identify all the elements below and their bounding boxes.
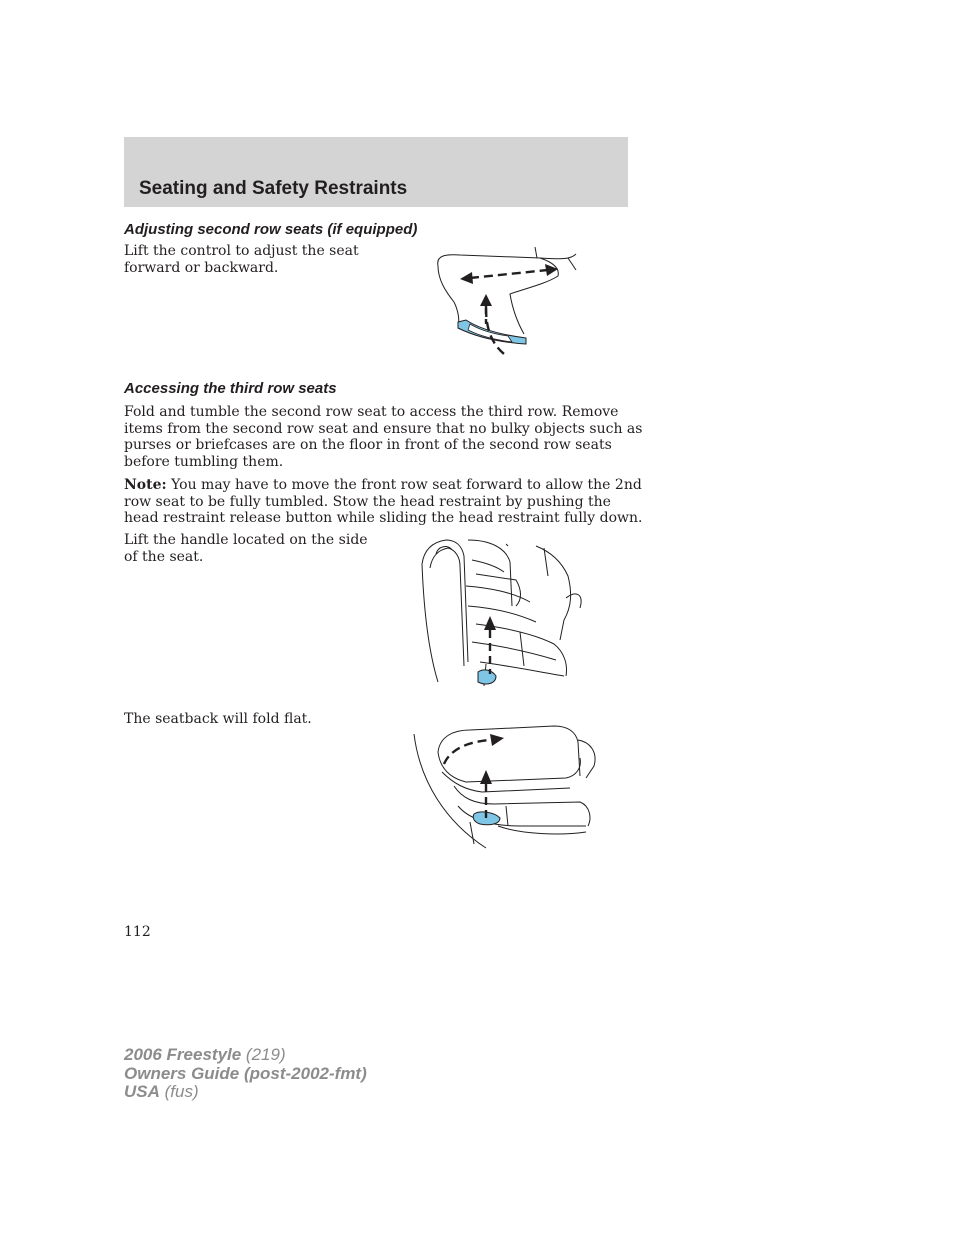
seatback-fold-drawing	[410, 722, 600, 852]
subheading-access-third-row: Accessing the third row seats	[124, 380, 337, 397]
side-handle-drawing	[420, 536, 585, 692]
side-handle-illustration	[420, 536, 585, 696]
adjust-seat-instruction: Lift the control to adjust the seat forward or backward.	[124, 243, 359, 276]
tumble-instruction-paragraph: Fold and tumble the second row seat to access the third row. Remove items from the second row seat and ensure that no bulky objects such as purses or briefcases are on the floor in front of the second row seats before tumbling them.	[124, 404, 643, 470]
seat-adjust-illustration	[430, 244, 585, 366]
page-number: 112	[124, 924, 151, 940]
seat-adjust-drawing	[430, 244, 585, 362]
note-label: Note:	[124, 477, 167, 493]
lift-handle-instruction: Lift the handle located on the side of the seat.	[124, 532, 368, 565]
document-footer: 2006 Freestyle (219) Owners Guide (post-2002-fmt) USA (fus)	[124, 1045, 367, 1101]
note-paragraph: Note: You may have to move the front row seat forward to allow the 2nd row seat to be fully tumbled. Stow the head restraint by pushing the head restraint release button while sliding the head restraint fully down.	[124, 477, 643, 527]
seatback-fold-text: The seatback will fold flat.	[124, 711, 312, 727]
seatback-fold-illustration	[410, 722, 600, 856]
section-title: Seating and Safety Restraints	[139, 178, 408, 199]
subheading-adjust-second-row: Adjusting second row seats (if equipped)	[124, 221, 418, 238]
